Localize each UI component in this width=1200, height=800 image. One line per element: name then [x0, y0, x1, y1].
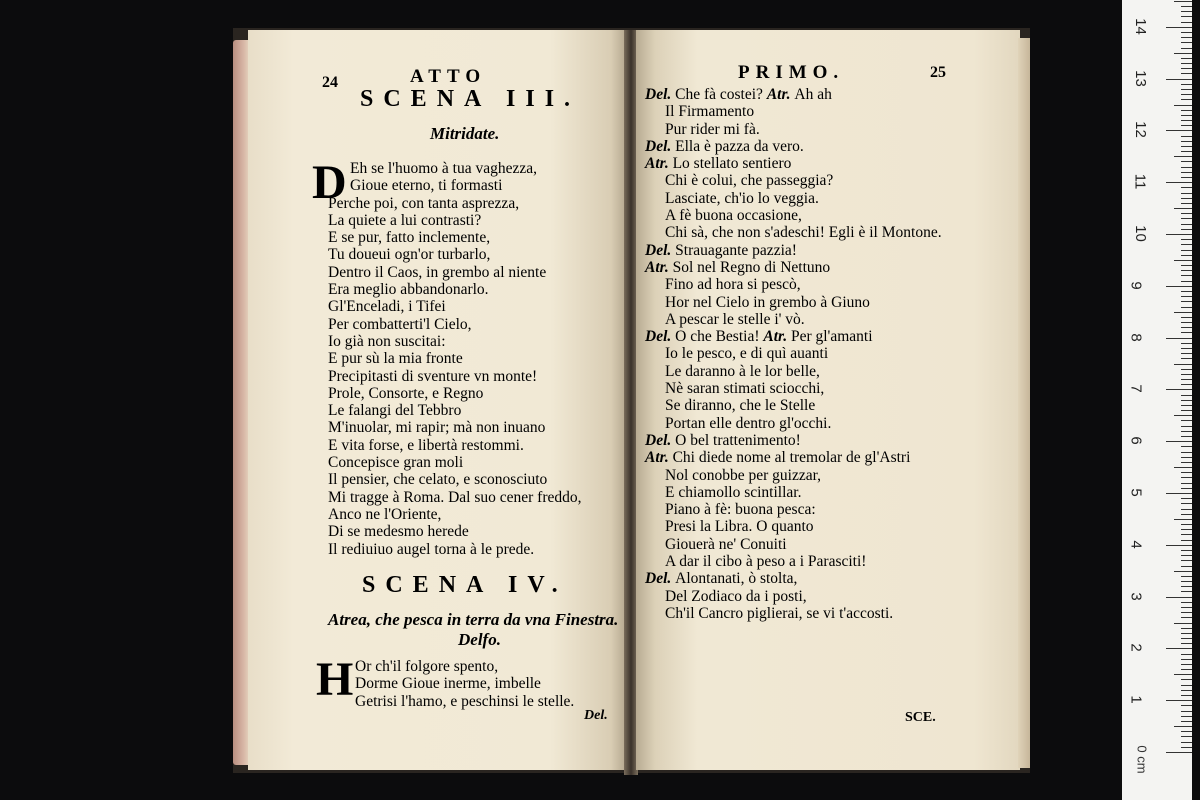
ruler-tick	[1181, 42, 1192, 43]
ruler-tick	[1181, 136, 1192, 137]
ruler-tick	[1181, 410, 1192, 411]
dialogue-line	[645, 86, 942, 103]
ruler-tick	[1181, 161, 1192, 162]
ruler-tick	[1181, 420, 1192, 421]
ruler-tick	[1181, 591, 1192, 592]
right-page-number: 25	[930, 64, 946, 81]
ruler-tick	[1181, 483, 1192, 484]
speaker-abbrev: Del.	[645, 570, 676, 588]
ruler-tick	[1181, 534, 1192, 535]
dialogue-line	[645, 172, 942, 189]
ruler-tick	[1181, 654, 1192, 655]
ruler-tick	[1181, 452, 1192, 453]
ruler-tick	[1181, 395, 1192, 396]
ruler-number: 1	[1127, 695, 1145, 704]
line-text: Lo stellato sentiero	[672, 155, 792, 173]
ruler-tick	[1181, 198, 1192, 199]
ruler-tick	[1181, 343, 1192, 344]
line-text: Nol conobbe per guizzar,	[665, 466, 822, 484]
dialogue-line	[645, 397, 942, 414]
ruler-tick	[1181, 369, 1192, 370]
ruler-number: 6	[1127, 436, 1145, 445]
ruler-tick	[1181, 566, 1192, 567]
ruler-tick	[1181, 711, 1192, 712]
dialogue-line	[645, 190, 942, 207]
verse-body	[328, 195, 582, 558]
line-text: Portan elle dentro gl'occhi.	[665, 414, 832, 432]
ruler-tick	[1181, 63, 1192, 64]
ruler-tick	[1166, 700, 1192, 701]
ruler-tick	[1181, 638, 1192, 639]
verse-line: E vita forse, e libertà restommi.	[328, 436, 524, 454]
ruler-tick	[1174, 312, 1192, 313]
dialogue-line	[645, 207, 942, 224]
ruler-tick	[1174, 364, 1192, 365]
dropcap-h: H	[316, 653, 354, 706]
dialogue-line	[645, 311, 942, 328]
ruler-tick	[1181, 172, 1192, 173]
verse-line: Anco ne l'Oriente,	[328, 505, 442, 523]
ruler-tick	[1181, 742, 1192, 743]
ruler-tick	[1181, 612, 1192, 613]
speaker-abbrev: Del.	[645, 328, 676, 346]
ruler-tick	[1181, 307, 1192, 308]
ruler-number: 3	[1127, 591, 1145, 601]
ruler-tick	[1181, 607, 1192, 608]
ruler-tick	[1181, 731, 1192, 732]
ruler-tick	[1181, 348, 1192, 349]
line-text: A pescar le stelle i' vò.	[665, 310, 805, 328]
ruler-tick	[1181, 239, 1192, 240]
speaker-abbrev: Del.	[645, 241, 676, 259]
ruler-tick	[1181, 291, 1192, 292]
line-text: Per gl'amanti	[790, 328, 873, 346]
dropcap-d: D	[312, 156, 347, 209]
dialogue-line	[645, 363, 942, 380]
ruler-tick	[1181, 472, 1192, 473]
dialogue-line	[645, 103, 942, 120]
ruler-tick	[1174, 415, 1192, 416]
ruler-unit-label: 0 cm	[1134, 745, 1150, 774]
ruler-tick	[1181, 327, 1192, 328]
stage-direction: Atrea, che pesca in terra da vna Finestra.	[328, 610, 619, 629]
ruler-tick	[1181, 690, 1192, 691]
ruler-tick	[1181, 68, 1192, 69]
ruler-tick	[1181, 193, 1192, 194]
line-text: O che Bestia!	[675, 328, 764, 346]
ruler-tick	[1181, 177, 1192, 178]
ruler-tick	[1181, 643, 1192, 644]
ruler-tick	[1181, 22, 1192, 23]
line-text: Piano à fè: buona pesca:	[665, 501, 816, 519]
verse-line: Gl'Enceladi, i Tifei	[328, 298, 446, 316]
dialogue-line	[645, 467, 942, 484]
ruler-number: 13	[1131, 69, 1149, 87]
ruler-tick	[1181, 633, 1192, 634]
ruler-tick	[1166, 648, 1192, 649]
ruler-tick	[1181, 400, 1192, 401]
verse-line: Per combatterti'l Cielo,	[328, 315, 472, 333]
ruler-tick	[1181, 628, 1192, 629]
speaker-abbrev: Del.	[645, 137, 676, 155]
ruler-tick	[1181, 281, 1192, 282]
ruler-tick	[1181, 151, 1192, 152]
book-edge-right	[1018, 38, 1030, 768]
dialogue-line	[645, 121, 942, 138]
dialogue-line	[645, 224, 942, 241]
dialogue-line	[645, 501, 942, 518]
ruler-tick	[1166, 79, 1192, 80]
verse-line: Di se medesmo herede	[328, 523, 469, 541]
line-text: E chiamollo scintillar.	[665, 483, 802, 501]
verse-line: Dentro il Caos, in grembo al niente	[328, 263, 547, 281]
ruler-tick	[1181, 250, 1192, 251]
ruler-tick	[1166, 441, 1192, 442]
dialogue-line	[645, 605, 942, 622]
ruler-tick	[1181, 265, 1192, 266]
ruler-tick	[1181, 11, 1192, 12]
ruler-tick	[1181, 84, 1192, 85]
verse-line: Tu doueui ogn'or turbarlo,	[328, 246, 491, 264]
ruler-tick	[1181, 120, 1192, 121]
ruler-tick	[1181, 37, 1192, 38]
dialogue-line	[645, 345, 942, 362]
line-text: Giouerà ne' Conuiti	[665, 535, 787, 553]
ruler-tick	[1181, 705, 1192, 706]
dialogue-line	[645, 259, 942, 276]
ruler-tick	[1181, 550, 1192, 551]
ruler-tick	[1181, 110, 1192, 111]
ruler-tick	[1181, 353, 1192, 354]
ruler-tick	[1166, 27, 1192, 28]
dialogue-line	[645, 536, 942, 553]
ruler-tick	[1181, 296, 1192, 297]
verse-line: Prole, Consorte, e Regno	[328, 384, 484, 402]
verse-line: Gioue eterno, ti formasti	[350, 177, 503, 195]
ruler-tick	[1181, 736, 1192, 737]
line-text: Alontanati, ò stolta,	[675, 570, 798, 588]
ruler-tick	[1181, 477, 1192, 478]
line-text: Che fà costei?	[675, 86, 767, 103]
verse-line: M'inuolar, mi rapir; mà non inuano	[328, 419, 546, 437]
speaker-abbrev: Atr.	[645, 449, 673, 467]
ruler-tick	[1181, 94, 1192, 95]
line-text: Presi la Libra. O quanto	[665, 518, 814, 536]
line-text: Chi diede nome al tremolar de gl'Astri	[672, 449, 911, 467]
ruler-tick	[1174, 519, 1192, 520]
ruler-tick	[1181, 270, 1192, 271]
ruler-tick	[1181, 89, 1192, 90]
ruler-tick	[1181, 540, 1192, 541]
ruler-tick	[1181, 431, 1192, 432]
ruler-tick	[1181, 669, 1192, 670]
dialogue-line	[645, 294, 942, 311]
ruler-tick	[1181, 58, 1192, 59]
ruler-tick	[1166, 234, 1192, 235]
speaker-abbrev: Del.	[645, 431, 676, 449]
line-text: Le daranno à le lor belle,	[665, 362, 820, 380]
speaker-abbrev: Del.	[645, 86, 676, 103]
line-text: Se diranno, che le Stelle	[665, 397, 816, 415]
ruler-tick	[1181, 457, 1192, 458]
dialogue-line	[645, 155, 942, 172]
ruler-number: 2	[1127, 643, 1145, 653]
ruler-tick	[1181, 384, 1192, 385]
ruler-tick	[1181, 358, 1192, 359]
ruler-tick	[1181, 509, 1192, 510]
ruler-tick	[1181, 685, 1192, 686]
measuring-ruler	[1122, 0, 1192, 800]
ruler-tick	[1181, 716, 1192, 717]
ruler-tick	[1181, 426, 1192, 427]
ruler-tick	[1181, 255, 1192, 256]
dialogue-line	[645, 588, 942, 605]
dialogue-line	[645, 449, 942, 466]
ruler-number: 14	[1131, 17, 1149, 35]
ruler-number: 9	[1127, 281, 1145, 290]
ruler-tick	[1174, 1, 1192, 2]
ruler-tick	[1174, 260, 1192, 261]
ruler-tick	[1181, 446, 1192, 447]
dialogue-line	[645, 242, 942, 259]
line-text: Del Zodiaco da i posti,	[665, 587, 807, 605]
speaker-abbrev: Atr.	[645, 155, 673, 173]
dialogue-line	[645, 432, 942, 449]
ruler-tick	[1181, 167, 1192, 168]
dialogue-line	[645, 380, 942, 397]
ruler-tick	[1181, 317, 1192, 318]
ruler-tick	[1181, 576, 1192, 577]
verse-line: Io già non suscitai:	[328, 332, 446, 350]
dialogue-line	[645, 415, 942, 432]
line-text: Strauagante pazzia!	[675, 241, 797, 259]
ruler-tick	[1181, 560, 1192, 561]
ruler-tick	[1181, 187, 1192, 188]
ruler-tick	[1181, 659, 1192, 660]
verse-line: Il rediuiuo augel torna à le prede.	[328, 540, 535, 558]
line-text: Ah ah	[794, 86, 832, 103]
dialogue-line	[645, 276, 942, 293]
verse-line: Precipitasti di sventure vn monte!	[328, 367, 538, 385]
ruler-tick	[1174, 571, 1192, 572]
ruler-tick	[1181, 555, 1192, 556]
line-text: Pur rider mi fà.	[665, 120, 760, 138]
verse-line: Perche poi, con tanta asprezza,	[328, 194, 520, 212]
left-catchword: Del.	[584, 708, 608, 723]
verse-line: Concepisce gran moli	[328, 454, 464, 472]
left-running-head: ATTO	[410, 66, 487, 87]
line-text: Ch'il Cancro piglierai, se vi t'accosti.	[665, 604, 894, 622]
ruler-tick	[1181, 721, 1192, 722]
ruler-number: 5	[1127, 488, 1145, 497]
ruler-tick	[1181, 617, 1192, 618]
dialogue-line	[645, 138, 942, 155]
ruler-tick	[1181, 488, 1192, 489]
scene-heading-3: SCENA III.	[360, 86, 581, 112]
ruler-tick	[1181, 529, 1192, 530]
ruler-tick	[1181, 498, 1192, 499]
ruler-tick	[1181, 581, 1192, 582]
line-text: A fè buona occasione,	[665, 207, 802, 225]
ruler-tick	[1181, 73, 1192, 74]
verse-line: Mi tragge à Roma. Dal suo cener freddo,	[328, 488, 582, 506]
dialogue	[645, 86, 942, 622]
ruler-tick	[1181, 213, 1192, 214]
dialogue-line	[645, 484, 942, 501]
verse-line: Dorme Gioue inerme, imbelle	[355, 675, 541, 693]
ruler-number: 4	[1127, 540, 1145, 549]
ruler-tick	[1181, 218, 1192, 219]
ruler-tick	[1166, 130, 1192, 131]
ruler-tick	[1181, 32, 1192, 33]
ruler-tick	[1166, 389, 1192, 390]
ruler-tick	[1181, 115, 1192, 116]
scene-heading-4: SCENA IV.	[362, 572, 568, 598]
ruler-tick	[1181, 244, 1192, 245]
ruler-number: 7	[1127, 384, 1145, 394]
verse-line: La quiete a lui contrasti?	[328, 211, 482, 229]
ruler-tick	[1174, 674, 1192, 675]
ruler-tick	[1181, 99, 1192, 100]
ruler-tick	[1181, 146, 1192, 147]
ruler-tick	[1166, 545, 1192, 546]
right-catchword: SCE.	[905, 710, 936, 725]
ruler-tick	[1181, 275, 1192, 276]
ruler-tick	[1166, 493, 1192, 494]
ruler-tick	[1181, 16, 1192, 17]
left-page-number: 24	[322, 74, 338, 91]
verse-opening	[350, 160, 537, 195]
verse-line: Or ch'il folgore spento,	[355, 658, 499, 675]
line-text: O bel trattenimento!	[675, 431, 801, 449]
ruler-tick	[1166, 286, 1192, 287]
verse-line: Le falangi del Tebbro	[328, 402, 462, 420]
ruler-tick	[1181, 436, 1192, 437]
ruler-tick	[1181, 379, 1192, 380]
speaker-mitridate: Mitridate.	[430, 124, 500, 143]
line-text: Io le pesco, e di quì auanti	[665, 345, 829, 363]
ruler-tick	[1181, 524, 1192, 525]
speaker-abbrev: Atr.	[766, 86, 795, 103]
verse-line: Getrisi l'hamo, e peschinsi le stelle.	[355, 692, 575, 710]
ruler-tick	[1166, 597, 1192, 598]
verse-scene-4	[355, 658, 574, 710]
ruler-tick	[1174, 467, 1192, 468]
ruler-tick	[1181, 374, 1192, 375]
ruler-tick	[1181, 664, 1192, 665]
ruler-tick	[1174, 53, 1192, 54]
ruler-tick	[1174, 726, 1192, 727]
line-text: Ella è pazza da vero.	[675, 137, 804, 155]
ruler-tick	[1181, 229, 1192, 230]
ruler-tick	[1181, 125, 1192, 126]
line-text: Nè saran stimati sciocchi,	[665, 380, 825, 398]
verse-line: Eh se l'huomo à tua vaghezza,	[350, 160, 537, 177]
ruler-tick	[1166, 338, 1192, 339]
ruler-tick	[1181, 6, 1192, 7]
line-text: Hor nel Cielo in grembo à Giuno	[665, 293, 870, 311]
speaker-abbrev: Atr.	[645, 258, 673, 276]
ruler-tick	[1181, 747, 1192, 748]
ruler-tick	[1181, 322, 1192, 323]
ruler-tick	[1181, 679, 1192, 680]
ruler-tick	[1181, 462, 1192, 463]
line-text: Chi è colui, che passeggia?	[665, 172, 834, 190]
ruler-tick	[1181, 586, 1192, 587]
ruler-number: 10	[1131, 225, 1149, 242]
ruler-tick	[1181, 503, 1192, 504]
verse-line: E se pur, fatto inclemente,	[328, 229, 491, 247]
ruler-tick	[1166, 182, 1192, 183]
dialogue-line	[645, 328, 942, 345]
ruler-tick	[1181, 301, 1192, 302]
verse-line: Il pensier, che celato, e sconosciuto	[328, 471, 548, 489]
ruler-tick	[1181, 405, 1192, 406]
verse-line: Era meglio abbandonarlo.	[328, 281, 489, 299]
ruler-tick	[1181, 602, 1192, 603]
line-text: Lasciate, ch'io lo veggia.	[665, 189, 819, 207]
ruler-tick	[1174, 105, 1192, 106]
ruler-number: 8	[1127, 332, 1145, 342]
line-text: Sol nel Regno di Nettuno	[672, 258, 831, 276]
line-text: Il Firmamento	[665, 103, 755, 121]
ruler-tick	[1181, 203, 1192, 204]
ruler-tick	[1181, 695, 1192, 696]
ruler-tick	[1174, 623, 1192, 624]
ruler-tick	[1174, 156, 1192, 157]
line-text: A dar il cibo à peso a i Parasciti!	[665, 553, 867, 571]
ruler-number: 11	[1131, 173, 1149, 190]
dialogue-line	[645, 518, 942, 535]
stage-direction-delfo: Delfo.	[458, 630, 501, 649]
speaker-abbrev: Atr.	[763, 328, 791, 346]
right-running-head: PRIMO.	[738, 62, 845, 83]
ruler-tick	[1174, 208, 1192, 209]
ruler-number: 12	[1131, 121, 1149, 139]
ruler-tick	[1181, 332, 1192, 333]
line-text: Fino ad hora si pescò,	[665, 276, 801, 294]
verse-line: E pur sù la mia fronte	[328, 350, 463, 368]
ruler-tick	[1166, 752, 1192, 753]
dialogue-line	[645, 553, 942, 570]
line-text: Chi sà, che non s'adeschi! Egli è il Montone.	[665, 224, 942, 242]
ruler-tick	[1181, 141, 1192, 142]
ruler-tick	[1181, 224, 1192, 225]
dialogue-line	[645, 570, 942, 587]
ruler-tick	[1181, 48, 1192, 49]
ruler-tick	[1181, 514, 1192, 515]
